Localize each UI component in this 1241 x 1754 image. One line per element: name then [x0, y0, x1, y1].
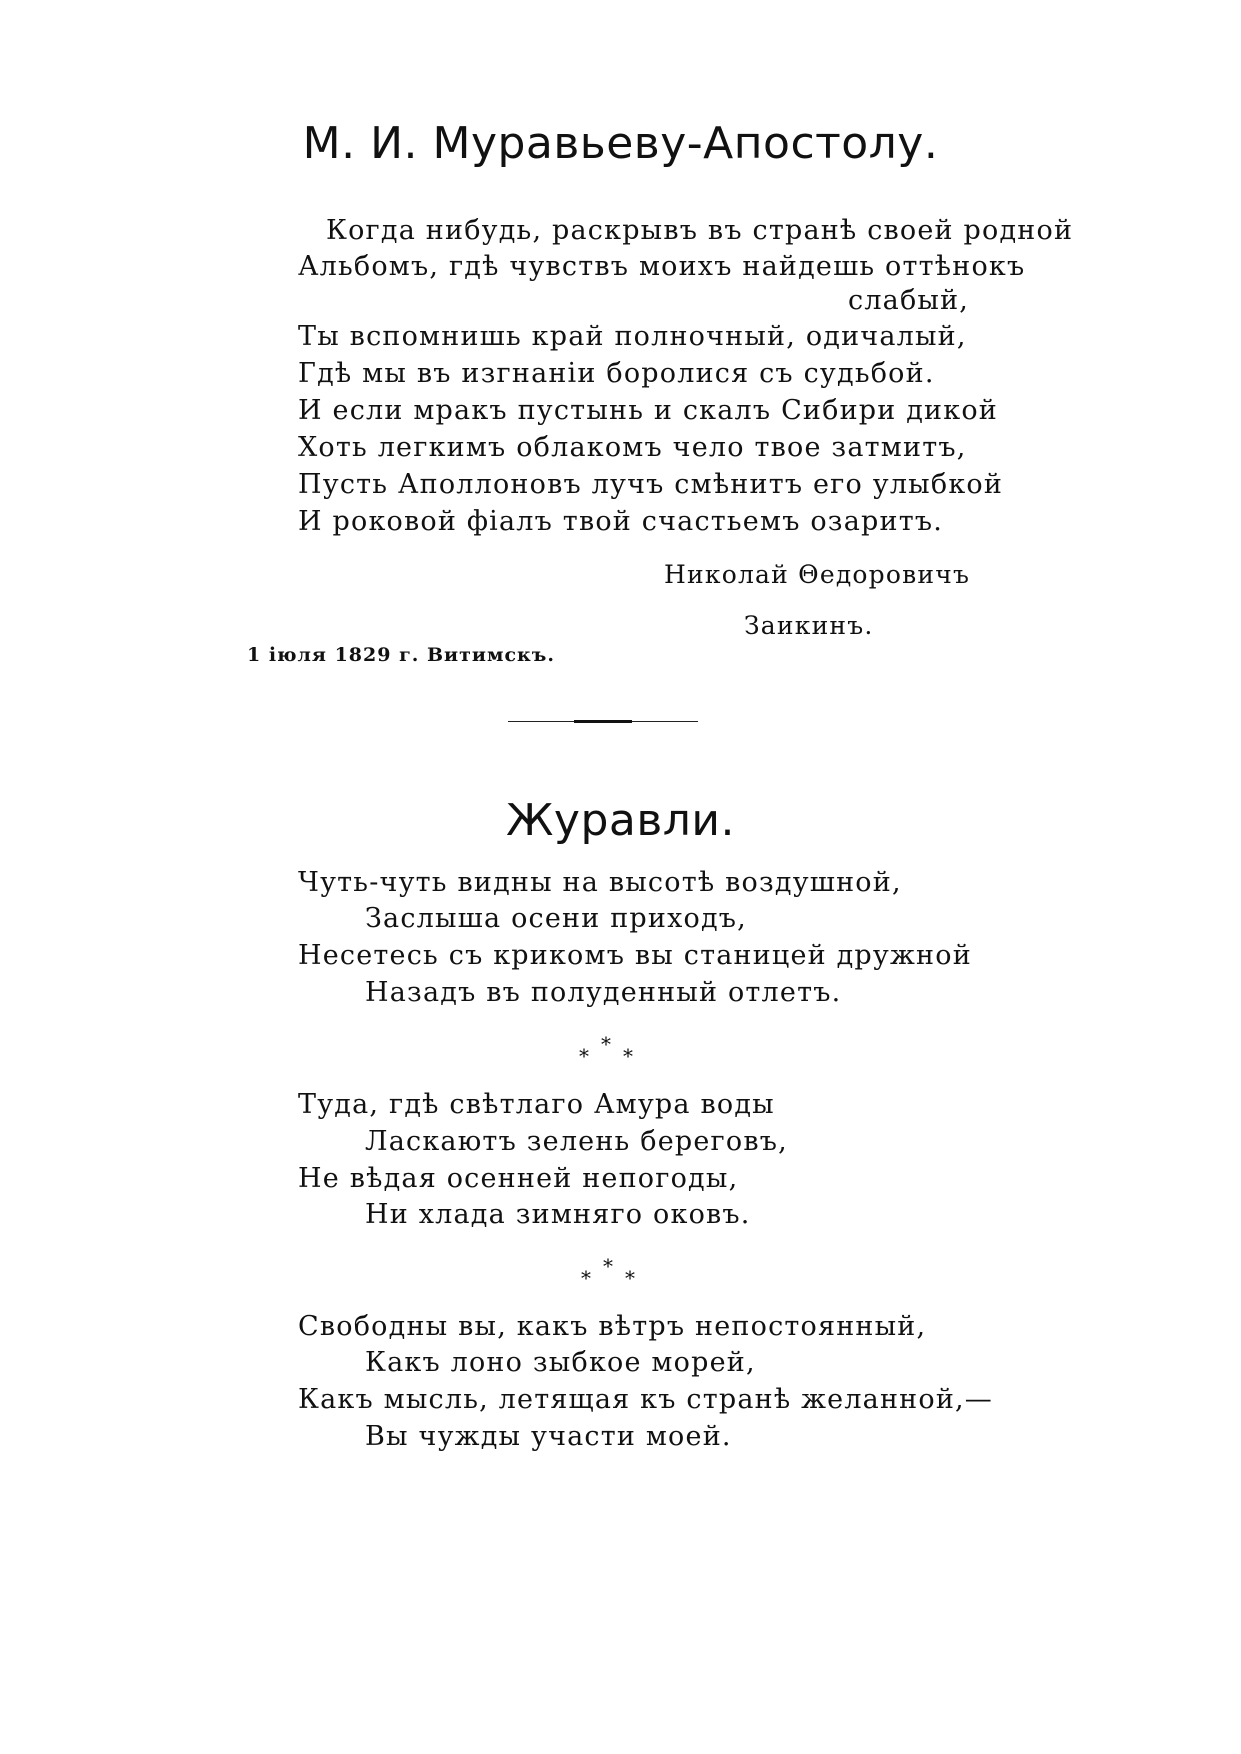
poem-line: Пусть Аполлоновъ лучъ смѣнитъ его улыбкой	[298, 469, 1004, 500]
poem-line: Не вѣдая осенней непогоды,	[298, 1163, 739, 1194]
signature-surname: Заикинъ.	[744, 611, 874, 640]
poem-title: Журавли.	[506, 795, 735, 846]
poem-line: Какъ мысль, летящая къ странѣ желанной,—	[298, 1384, 993, 1415]
stanza-separator: * * *	[581, 1254, 635, 1290]
date-place: 1 іюля 1829 г. Витимскъ.	[247, 644, 555, 666]
section-divider	[508, 720, 698, 724]
signature-name: Николай Θедоровичъ	[664, 560, 971, 589]
poem-title: М. И. Муравьеву-Апостолу.	[302, 118, 939, 169]
poem-line: Какъ лоно зыбкое морей,	[365, 1347, 756, 1378]
poem-line: Несетесь съ крикомъ вы станицей дружной	[298, 940, 972, 971]
poem-line: Чуть-чуть видны на высотѣ воздушной,	[298, 867, 902, 898]
poem-line: Заслыша осени приходъ,	[365, 903, 747, 934]
poem-line: Гдѣ мы въ изгнаніи боролися съ судьбой.	[298, 358, 935, 389]
poem-line: слабый,	[848, 285, 970, 316]
poem-line: И если мракъ пустынь и скалъ Сибири дикой	[298, 395, 998, 426]
poem-line: Ни хлада зимняго оковъ.	[365, 1199, 751, 1230]
poem-line: Туда, гдѣ свѣтлаго Амура воды	[298, 1089, 775, 1120]
poem-line: Ласкаютъ зелень береговъ,	[365, 1126, 788, 1157]
poem-line: Когда нибудь, раскрывъ въ странѣ своей родной	[326, 215, 1074, 246]
poem-line: Назадъ въ полуденный отлетъ.	[365, 977, 842, 1008]
poem-line: Хоть легкимъ облакомъ чело твое затмитъ,	[298, 432, 967, 463]
poem-line: Вы чужды участи моей.	[365, 1421, 732, 1452]
poem-line: Ты вспомнишь край полночный, одичалый,	[298, 321, 967, 352]
poem-line: Свободны вы, какъ вѣтръ непостоянный,	[298, 1311, 927, 1342]
poem-line: И роковой фіалъ твой счастьемъ озаритъ.	[298, 506, 944, 537]
poem-line: Альбомъ, гдѣ чувствъ моихъ найдешь оттѣнокъ	[298, 251, 1026, 282]
stanza-separator: * * *	[579, 1032, 633, 1068]
